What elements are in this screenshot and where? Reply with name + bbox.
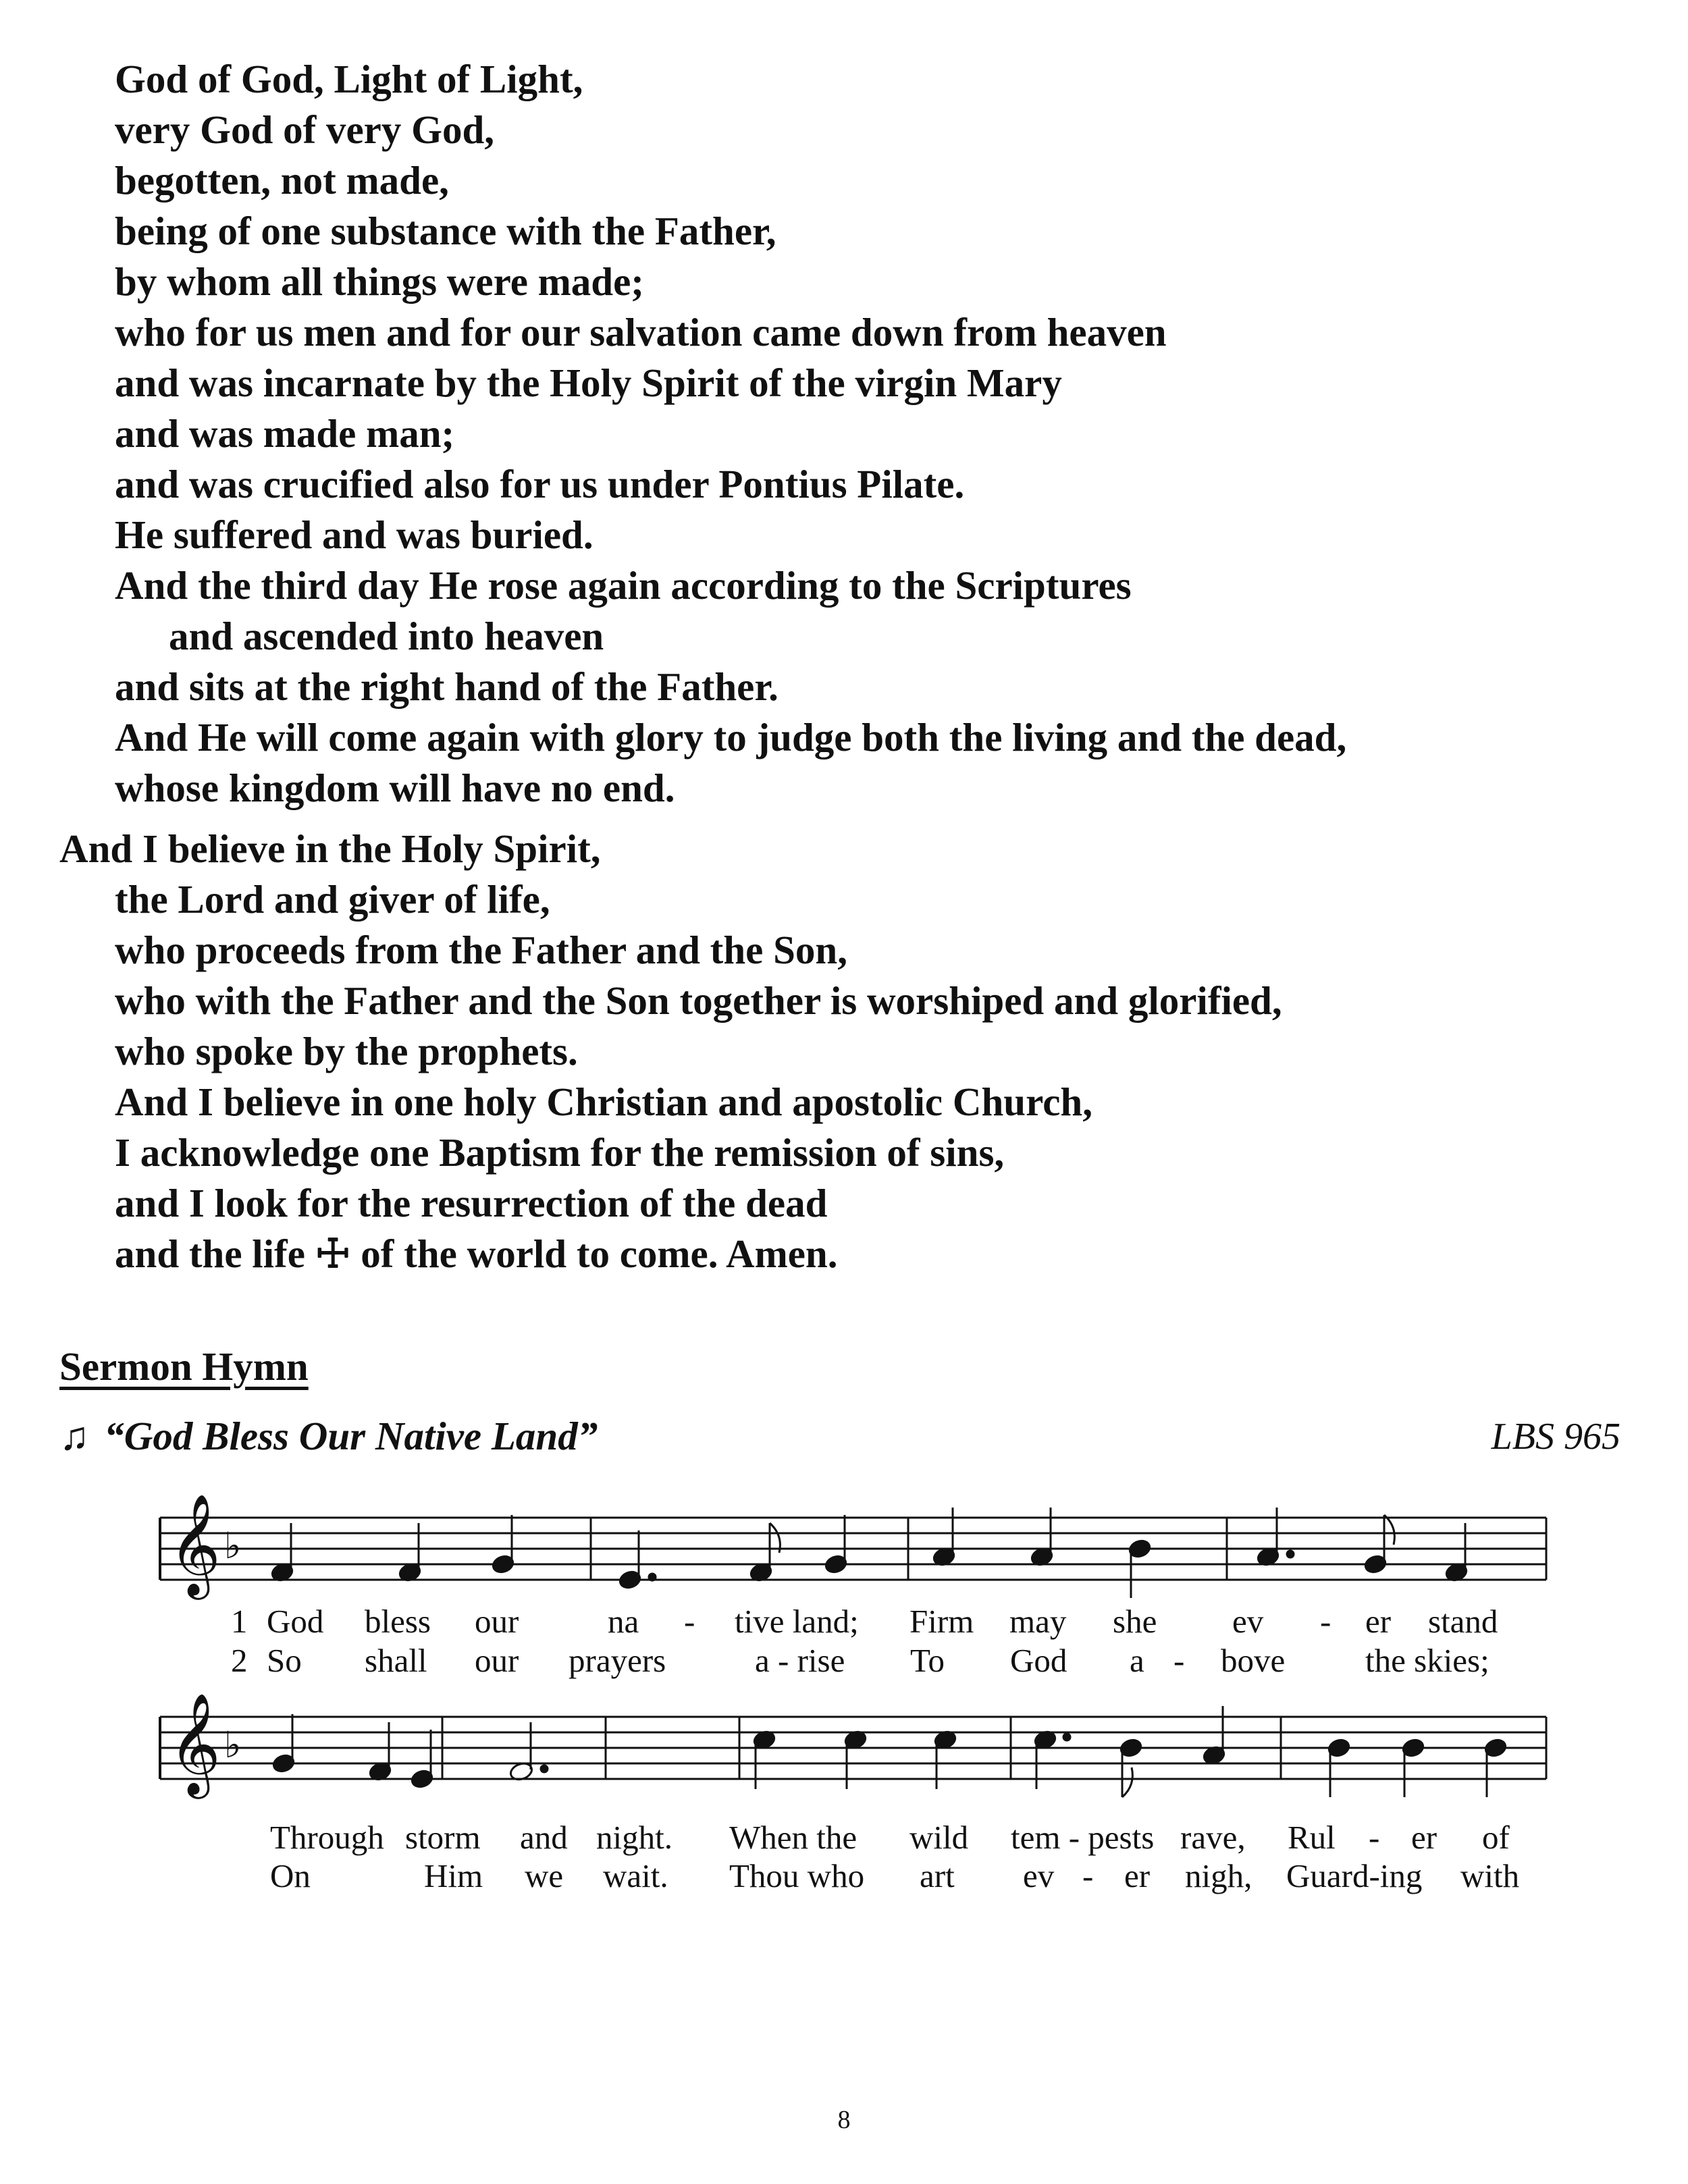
hymn-score [0,1451,1688,1924]
lyric-syllable: nigh, [1185,1857,1252,1894]
lyric-syllable: a [1130,1642,1144,1679]
lyric-syllable: night. [596,1819,672,1856]
lyric-syllable: a - rise [755,1642,845,1679]
lyric-syllable: with [1460,1857,1520,1894]
creed-line: being of one substance with the Father, [115,209,776,253]
section-title: Sermon Hymn [59,1344,309,1389]
lyric-syllable: bless [365,1603,431,1640]
lyric-syllable: the skies; [1365,1642,1489,1679]
lyric-syllable: To [910,1642,945,1679]
staff-system-1 [160,1518,1546,1580]
lyric-syllable: tive land; [735,1603,859,1640]
verse-number: 2 [231,1642,248,1679]
lyric-syllable: er [1365,1603,1392,1640]
creed-line: who for us men and for our salvation came down from heaven [115,310,1167,354]
lyric-syllable: our [475,1642,519,1679]
lyrics-system-1-verse-2 [231,1642,1489,1679]
creed-line: And the third day He rose again according to the Scriptures [115,563,1132,608]
creed-line: God of God, Light of Light, [115,57,583,101]
music-note-icon: ♫ [59,1414,90,1458]
lyric-syllable: God [267,1603,324,1640]
lyric-syllable: Rul [1288,1819,1336,1856]
creed-line: and was made man; [115,411,455,456]
lyric-syllable: ev [1232,1603,1264,1640]
notes-system-2 [271,1706,1508,1797]
notes-system-1 [270,1508,1469,1598]
creed-line: who with the Father and the Son together is worshiped and glorified, [115,978,1282,1023]
lyric-syllable: may [1009,1603,1067,1640]
creed-line: who proceeds from the Father and the Son, [115,928,847,972]
lyric-hyphen: - [1320,1603,1331,1640]
lyric-syllable: tem - pests [1011,1819,1155,1856]
creed-line: by whom all things were made; [115,259,644,304]
lyric-syllable: So [267,1642,302,1679]
creed-line: and the life ☩ of the world to come. Amen. [115,1231,838,1276]
lyrics-system-2-verse-2 [270,1857,1519,1894]
lyric-hyphen: - [1082,1857,1094,1894]
creed-line: I acknowledge one Baptism for the remission of sins, [115,1130,1005,1175]
lyrics-system-1-verse-1 [231,1603,1498,1640]
creed-line: the Lord and giver of life, [115,877,550,922]
creed-line: and was crucified also for us under Pontius Pilate. [115,462,965,506]
lyric-syllable: Him [424,1857,483,1894]
creed-line: very God of very God, [115,107,495,152]
lyric-syllable: shall [365,1642,427,1679]
creed-line: and I look for the resurrection of the dead [115,1181,828,1225]
creed-line: begotten, not made, [115,158,449,203]
lyric-syllable: prayers [569,1642,666,1679]
lyric-syllable: wait. [603,1857,668,1894]
creed-line: And I believe in one holy Christian and apostolic Church, [115,1080,1092,1124]
creed-line: And I believe in the Holy Spirit, [59,826,601,871]
lyric-syllable: Through [270,1819,384,1856]
lyric-syllable: Guard-ing [1286,1857,1423,1894]
creed-line: who spoke by the prophets. [115,1029,578,1073]
lyric-syllable: Thou who [729,1857,865,1894]
creed-line: He suffered and was buried. [115,512,594,557]
lyric-syllable: stand [1428,1603,1498,1640]
lyric-hyphen: - [1173,1642,1185,1679]
lyric-syllable: na [608,1603,639,1640]
lyric-hyphen: - [684,1603,695,1640]
treble-clef-icon: 𝄞 [169,1493,221,1595]
flat-key-icon: ♭ [224,1524,242,1567]
hymn-title: “God Bless Our Native Land” [104,1414,598,1458]
lyric-syllable: we [525,1857,564,1894]
lyric-syllable: er [1124,1857,1151,1894]
hymn-number: LBS 965 [1491,1416,1620,1458]
lyric-syllable: storm [405,1819,481,1856]
lyric-syllable: ev [1023,1857,1055,1894]
page-number: 8 [837,2106,851,2134]
lyric-syllable: and [520,1819,568,1856]
treble-clef-icon: 𝄞 [169,1692,221,1794]
creed-line: and ascended into heaven [169,614,604,658]
lyric-syllable: she [1113,1603,1157,1640]
lyrics-system-2-verse-1 [270,1819,1510,1856]
lyric-syllable: rave, [1180,1819,1246,1856]
lyric-syllable: bove [1221,1642,1286,1679]
creed-line: And He will come again with glory to judge both the living and the dead, [115,715,1347,760]
lyric-syllable: er [1411,1819,1438,1856]
creed-line: and sits at the right hand of the Father. [115,664,779,709]
flat-key-icon: ♭ [224,1724,242,1766]
lyric-syllable: of [1482,1819,1510,1856]
lyric-syllable: God [1010,1642,1067,1679]
lyric-syllable: When the [729,1819,858,1856]
lyric-syllable: Firm [909,1603,974,1640]
lyric-syllable: wild [909,1819,969,1856]
creed-line: and was incarnate by the Holy Spirit of the virgin Mary [115,361,1062,405]
lyric-hyphen: - [1369,1819,1380,1856]
lyric-syllable: On [270,1857,311,1894]
lyric-syllable: art [920,1857,955,1894]
verse-number: 1 [231,1603,248,1640]
creed-line: whose kingdom will have no end. [115,766,675,810]
lyric-syllable: our [475,1603,519,1640]
